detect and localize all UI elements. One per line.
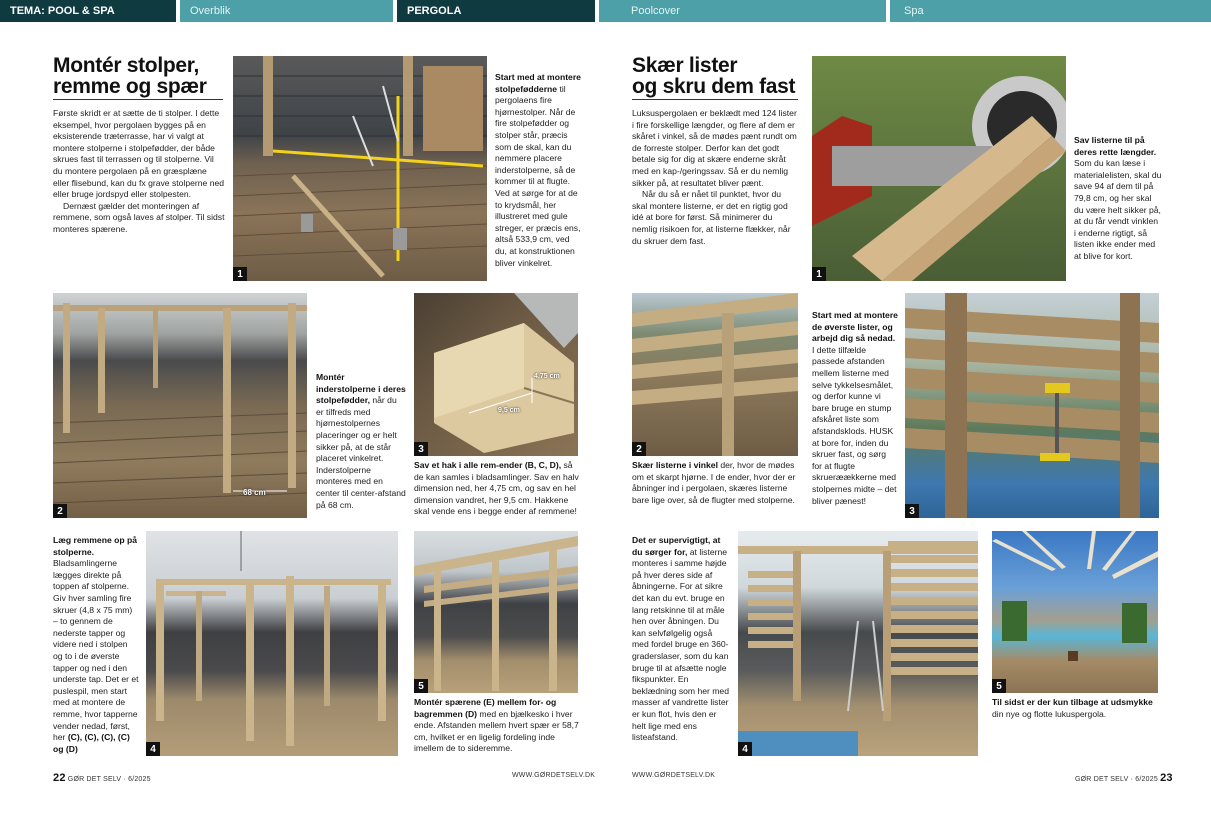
label-9-5cm: 9,5 cm <box>498 407 520 414</box>
right-caption-5-body: din nye og flotte lukuspergola. <box>992 708 1107 719</box>
photo-number-r2: 2 <box>632 442 646 456</box>
left-caption-4 <box>53 535 139 755</box>
photo-number-3: 3 <box>414 442 428 456</box>
left-intro-p1: Første skridt er at sætte de ti stolper. I dette eksempel, hvor pergolaen bygges på en eksisterende træterrasse, har vi valgt at montere stolperne i stolpefødder, der både skrues fast til terrassen og til stolperne. Vil du montere pergolaen på en græsplæne eller flisebund, kan du fx grave stolperne ned eller bruge jordspyd eller stolpesten. <box>53 108 225 200</box>
left-intro <box>53 108 225 236</box>
left-title-line2: remme og spær <box>53 75 207 98</box>
tab-poolcover[interactable] <box>599 0 886 22</box>
photo-udsmykke-art <box>992 531 1158 693</box>
right-caption-3 <box>812 310 898 507</box>
tab-overblik[interactable] <box>180 0 393 22</box>
photo-remme <box>146 531 398 756</box>
right-intro-p2: Når du så er nået til punktet, hvor du skal montere listerne, er det en rigtig god idé at bore for først. Så minimerer du nemlig risikoen for, at listerne flækker, når du skruer dem fast. <box>632 189 791 246</box>
photo-lister-hoejde-art <box>738 531 978 756</box>
right-title-line2: og skru dem fast <box>632 75 796 98</box>
left-caption-1-body: til pergolaens fire hjørnestolper. Når de fire stolpefødder og stolper står, præcis som de skal, kan du nemmere placere inderstolperne, så de kommer til at flugte. Ved at sørge for at de to krydsmål, her illustreret med gule streger, er præcis ens, altså 533,9 cm, ved du, at konstruktionen bliver vinkelret. <box>495 83 581 268</box>
right-caption-4 <box>632 535 730 744</box>
left-caption-2-lead: Montér inderstolperne i deres stolpefødder, <box>316 372 406 406</box>
photo-vinkel <box>632 293 798 456</box>
right-caption-4-lead: Det er supervigtigt, at du sørger for, <box>632 535 721 557</box>
left-caption-3 <box>414 460 580 518</box>
right-title-rule <box>632 99 798 100</box>
label-68cm: 68 cm <box>243 488 266 497</box>
left-intro-p2: Dernæst gælder det monteringen af remmene, som også laves af stolper. Til sidst monteres spærene. <box>53 200 225 234</box>
photo-number-r3: 3 <box>905 504 919 518</box>
photo-sav-lister-art <box>812 56 1066 281</box>
right-caption-2-lead: Skær listerne i vinkel <box>632 460 718 470</box>
right-caption-3-lead: Start med at montere de øverste lister, og arbejd dig så nedad. <box>812 310 898 344</box>
left-caption-2-body: når du er tilfreds med hjørnestolpernes placeringer og er helt sikker på, at de står placeret vinkelret. Inderstolperne monteres med en center til center-afstand på 68 cm. <box>316 395 406 510</box>
photo-vinkel-art <box>632 293 798 456</box>
right-caption-3-body: I dette tilfælde passede afstanden mellem listerne med selve tykkelsesmålet, og derfor kunne vi bare bruge en stump afskåret liste som afstandsklods. HUSK at bore for, inden du skruer fast, og sørg for at flugte skrueræækkerne med stolpernes midte – det bliver pænest! <box>812 344 897 506</box>
left-footer-magazine: GØR DET SELV · 6/2025 <box>67 776 151 783</box>
left-caption-2 <box>316 372 406 511</box>
right-caption-1-body: Som du kan læse i materialelisten, skal du save 94 af dem til på 79,8 cm, og her skal du være helt sikker på, at du får vendt vinklen i enderne rigtigt, så listen ikke ender med at blive for kort. <box>1074 158 1162 261</box>
right-caption-5-lead: Til sidst er der kun tilbage at udsmykke <box>992 697 1153 707</box>
photo-number-2: 2 <box>53 504 67 518</box>
right-caption-4-body: at listerne monteres i samme højde på hver deres side af åbningerne. For at sikre det kan du evt. bruge en lang retskinne til at måle hen over åbningen. Du kan selvfølgelig også med fordel bruge en 360-graderslaser, som du kan bruge til at afsætte nogle fikspunkter. En beklædning som her med masser af vandrette lister er kun flot, hvis den er helt lige med ens listeafstand. <box>632 546 729 743</box>
left-caption-4-end: (C), (C), (C), (C) og (D) <box>53 732 130 754</box>
photo-spaer-art <box>414 531 578 693</box>
tab-tema-label: TEMA: POOL & SPA <box>10 5 115 17</box>
tab-tema <box>0 0 176 22</box>
photo-rem-ender <box>414 293 578 456</box>
right-intro-p1: Luksuspergolaen er beklædt med 124 lister i fire forskellige længder, og flere af dem er skåret i vinkel, så de mødes pænt rundt om de forreste stolper. Derfor kan det godt betale sig for dig at skære enderne skråt med en kap-/geringssav. Så er du nemlig sikker på, at resultatet bliver pænt. <box>632 108 797 188</box>
right-footer <box>1075 772 1173 784</box>
photo-udsmykke <box>992 531 1158 693</box>
left-caption-1 <box>495 72 583 269</box>
left-caption-4-body: Bladsamlingerne lægges direkte på toppen af stolperne. Giv hver samling fire skruer (4,8 x 75 mm) – to gennem de nederste tapper og videre ned i stolpen og to i de øverste tapper og ned i den underste tap. Det er et puslespil, men start med at montere de remme, hvor tapperne vender nedad, først, her <box>53 558 139 743</box>
photo-inderstolper <box>53 293 307 518</box>
right-caption-1-lead: Sav listerne til på deres rette længder. <box>1074 135 1157 157</box>
label-4-75cm: 4,75 cm <box>534 373 560 380</box>
photo-number-r5: 5 <box>992 679 1006 693</box>
right-intro <box>632 108 798 247</box>
tab-poolcover-label: Poolcover <box>631 5 680 17</box>
left-title <box>53 55 207 97</box>
left-caption-5-body: med en bjælkesko i hver ende. Afstanden mellem hvert spær er 58,7 cm, hvilket er en ligelig fordeling inde imellem de to sideremme. <box>414 708 579 754</box>
left-footer <box>53 772 151 784</box>
tab-spa[interactable] <box>890 0 1211 22</box>
left-caption-5-lead: Montér spærene (E) mellem for- og bagremmen (D) <box>414 697 557 719</box>
right-caption-2-body: der, hvor de mødes om et skarpt hjørne. I de ender, hvor der er åbninger ind i pergolaen, skæres listerne bare lige over, så de flugter med stolperne. <box>632 460 796 505</box>
photo-stolpefodder-art <box>233 56 487 281</box>
tab-overblik-label: Overblik <box>190 5 231 17</box>
right-title <box>632 55 795 97</box>
left-caption-3-body: så de kan samles i bladsamlinger. Sav en halv dimension ned, her 4,75 cm, og sav en hel dimension vandret, her 9,5 cm. Hakkene skal vende ens i begge ender af remmene! <box>414 460 579 517</box>
photo-number-1: 1 <box>233 267 247 281</box>
right-footer-magazine: GØR DET SELV · 6/2025 <box>1075 776 1158 783</box>
photo-number-4: 4 <box>146 742 160 756</box>
photo-stolpefodder <box>233 56 487 281</box>
photo-spaer <box>414 531 578 693</box>
left-caption-3-lead: Sav et hak i alle rem-ender (B, C, D), <box>414 460 562 470</box>
left-footer-url[interactable]: WWW.GØRDETSELV.DK <box>512 772 596 779</box>
right-caption-5 <box>992 697 1158 720</box>
right-caption-1 <box>1074 135 1162 263</box>
right-caption-2 <box>632 460 798 506</box>
right-footer-url[interactable]: WWW.GØRDETSELV.DK <box>632 772 716 779</box>
left-caption-5 <box>414 697 580 755</box>
left-caption-1-lead: Start med at montere stolpefødderne <box>495 72 581 94</box>
tab-spa-label: Spa <box>904 5 924 17</box>
photo-overste-lister-art <box>905 293 1159 518</box>
photo-inderstolper-art <box>53 293 307 518</box>
left-title-rule <box>53 99 223 100</box>
left-caption-4-lead: Læg remmene op på stolperne. <box>53 535 138 557</box>
photo-sav-lister <box>812 56 1066 281</box>
photo-number-5: 5 <box>414 679 428 693</box>
left-page-number: 22 <box>53 772 66 784</box>
photo-lister-hoejde <box>738 531 978 756</box>
photo-remme-art <box>146 531 398 756</box>
tab-pergola[interactable] <box>397 0 595 22</box>
photo-overste-lister <box>905 293 1159 518</box>
photo-number-r4: 4 <box>738 742 752 756</box>
right-title-line1: Skær lister <box>632 54 738 77</box>
tab-pergola-label: PERGOLA <box>407 5 462 17</box>
left-title-line1: Montér stolper, <box>53 54 200 77</box>
right-page-number: 23 <box>1160 772 1173 784</box>
photo-number-r1: 1 <box>812 267 826 281</box>
